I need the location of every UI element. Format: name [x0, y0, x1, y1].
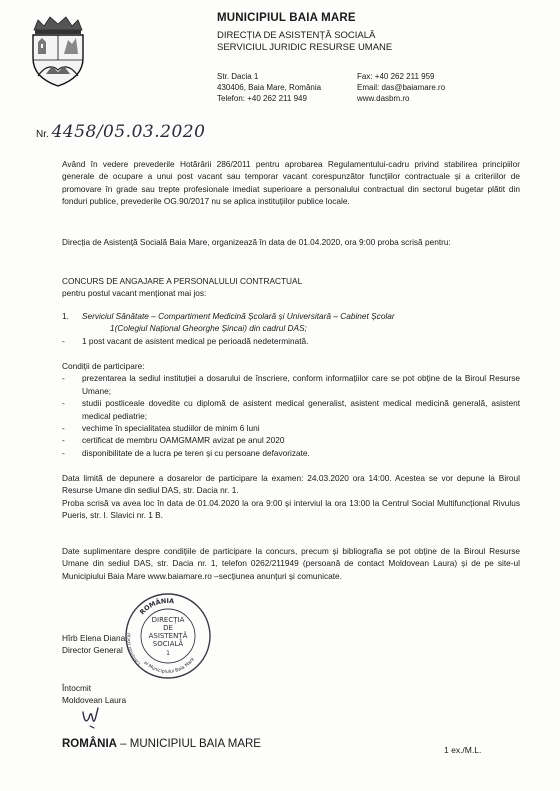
email-link[interactable]: Email: das@baiamare.ro — [357, 83, 446, 92]
stamp-left-arc: Consiliul Local — [127, 632, 142, 666]
handwritten-registration: 4458/05.03.2020 — [51, 122, 206, 142]
list-item: - prezentarea la sediul instituției a dosarului de înscriere, conform informațiilor care se pot obține de la Biroul Resurse Umane; — [62, 373, 520, 396]
contest-heading — [62, 275, 302, 300]
list-item: - disponibilitate de a lucra pe teren și cu persoane defavorizate. — [62, 447, 310, 458]
footer-separator: – — [116, 738, 130, 750]
deadline-paragraph: Data limită de depunere a dosarelor de participare la examen: 24.03.2020 ora 14:00. Acestea se vor depune la Biroul Resurse Umane din sediul DAS, str. Dacia nr. 1. — [62, 473, 520, 496]
address-line1: Str. Dacia 1 — [217, 72, 259, 81]
item-location: 1(Colegiul Național Gheorghe Șincai) din cadrul DAS; — [110, 323, 307, 334]
coat-of-arms-logo — [28, 14, 88, 88]
website-link[interactable]: www.dasbm.ro — [357, 94, 410, 103]
item-number: 1. — [62, 311, 69, 321]
stamp-line4: SOCIALĂ — [152, 640, 184, 648]
contest-subtitle: pentru postul vacant menționat mai jos: — [62, 288, 207, 299]
directorate-name: DIRECȚIA DE ASISTENȚĂ SOCIALĂ — [217, 30, 376, 41]
directorate-block — [217, 30, 392, 54]
intro-paragraph: Având în vedere prevederile Hotărârii 286/2011 pentru aprobarea Regulamentului-cadru privind stabilirea principiilor generale de ocupare a unui post vacant sau temporar vacant corespunzător funcțiilor contractuale și a criteriilor de promovare în grade sau trepte profesionale imediat superioare a personalului contractual din sectorul bugetar plătit din fonduri publice, prevederile OG.90/2017 nu se aplica instituțiilor publice locale. — [62, 159, 520, 207]
conditions-block — [62, 360, 520, 459]
stamp-country: ROMÂNIA — [138, 596, 175, 617]
item-department: Serviciul Sănătate – Compartiment Medicină Școlară și Universitară – Cabinet Școlar — [82, 311, 395, 321]
list-item: - studii postliceale dovedite cu diplomă de asistent medical generalist, asistent medical medicină generală, asistent medical pediatrie; — [62, 398, 520, 421]
director-name: Hîrb Elena Diana — [62, 633, 126, 643]
copies-reference: 1 ex./M.L. — [444, 745, 482, 755]
list-item: - certificat de membru OAMGMAMR avizat pe anul 2020 — [62, 435, 285, 446]
fax: Fax: +40 262 211 959 — [357, 72, 435, 81]
exam-location-paragraph: Proba scrisă va avea loc în data de 01.04.2020 la ora 9:00 și interviul la ora 13:00 la Centrul Social Multifuncțional Rivulus Pueris, str. I. Slavici nr. 1 B. — [62, 498, 520, 521]
contact-block — [357, 71, 445, 104]
phone: Telefon: +40 262 211 949 — [217, 94, 307, 103]
stamp-number: 1 — [166, 650, 170, 657]
municipality-title: MUNICIPIUL BAIA MARE — [217, 12, 356, 24]
footer-title — [62, 738, 261, 750]
extra-info-paragraph: Date suplimentare despre condițiile de participare la concurs, precum și bibliografia se pot obține de la Biroul Resurse Umane din sediul DAS, str. Dacia nr. 1, telefon 0262/211949 (persoană de contact Moldovean Laura) și de pe site-ul Municipiului Baia Mare www.baiamare.ro –secțiunea anunțuri și comunicate. — [62, 546, 520, 581]
prepared-name: Moldovean Laura — [62, 695, 127, 706]
handwritten-signature — [80, 704, 106, 730]
footer-municipality: MUNICIPIUL BAIA MARE — [129, 738, 261, 750]
footer-country: ROMÂNIA — [62, 738, 117, 750]
item-post: 1 post vacant de asistent medical pe perioadă nedeterminată. — [82, 335, 309, 346]
director-signature-block — [62, 632, 125, 657]
service-name: SERVICIUL JURIDIC RESURSE UMANE — [217, 42, 393, 53]
stamp-line2: DE — [163, 624, 173, 632]
registration-label: Nr. — [36, 129, 49, 140]
stamp-line1: DIRECȚIA — [151, 616, 185, 624]
stamp-line3: ASISTENȚĂ — [148, 632, 188, 640]
vacancy-item: 1. Serviciul Sănătate – Compartiment Medicină Școlară și Universitară – Cabinet Școlar 1(Colegiul Național Gheorghe Șincai) din cadrul DAS; - 1 post vacant de asistent medical pe perioadă nedeterminată. — [62, 310, 520, 347]
registration-number — [36, 122, 205, 142]
list-item: - vechime în specialitatea studiilor de minim 6 luni — [62, 423, 260, 434]
director-role: Director General — [62, 645, 123, 656]
contest-title: CONCURS DE ANGAJARE A PERSONALULUI CONTRACTUAL — [62, 276, 303, 286]
stamp-bottom-arc: al Municipiului Baia Mare — [142, 657, 196, 675]
conditions-title: Condiții de participare: — [62, 361, 145, 371]
address-line2: 430406, Baia Mare, România — [217, 83, 322, 92]
svg-text:ROMÂNIA — [138, 597, 174, 616]
prepared-label: Întocmit — [62, 683, 92, 693]
official-stamp — [123, 592, 213, 680]
address-block — [217, 71, 321, 104]
organize-paragraph: Direcția de Asistență Socială Baia Mare, organizează în data de 01.04.2020, ora 9:00 proba scrisă pentru: — [62, 237, 451, 247]
